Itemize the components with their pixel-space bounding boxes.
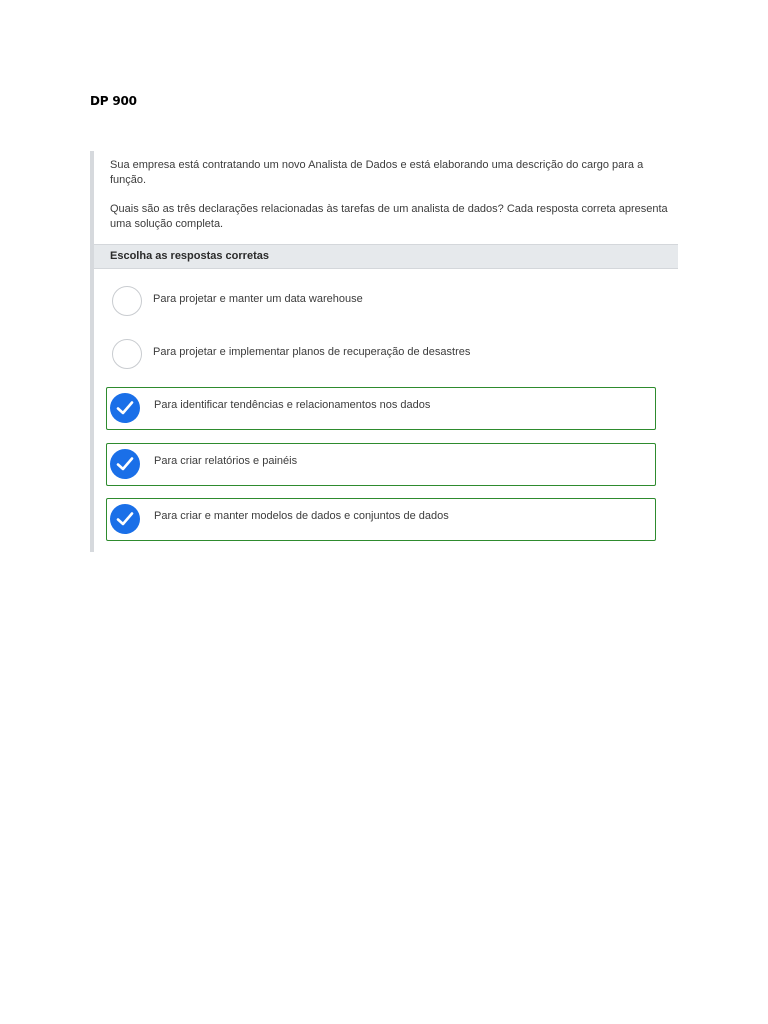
answer-option-1[interactable] — [106, 280, 656, 323]
checkmark-icon-glyph — [116, 511, 134, 527]
answer-option-4[interactable] — [106, 443, 656, 486]
answer-option-label: Para projetar e manter um data warehouse — [153, 293, 363, 305]
answer-option-label: Para identificar tendências e relacionamentos nos dados — [154, 399, 431, 411]
answer-option-label: Para projetar e implementar planos de recuperação de desastres — [153, 346, 471, 358]
document-title: DP 900 — [90, 94, 137, 108]
checkmark-icon[interactable] — [110, 449, 140, 479]
checkmark-icon-glyph — [116, 456, 134, 472]
answer-option-3[interactable] — [106, 387, 656, 430]
question-paragraph-2: Quais são as três declarações relacionadas às tarefas de um analista de dados? Cada resposta correta apresenta uma solução completa. — [110, 203, 668, 230]
empty-circle-icon[interactable] — [112, 286, 142, 316]
answer-option-2[interactable] — [106, 333, 656, 376]
checkmark-icon-glyph — [116, 400, 134, 416]
question-card — [90, 151, 678, 552]
answers-header — [94, 244, 678, 269]
answer-option-label: Para criar e manter modelos de dados e conjuntos de dados — [154, 510, 449, 522]
checkmark-icon[interactable] — [110, 504, 140, 534]
checkmark-icon[interactable] — [110, 393, 140, 423]
answer-option-5[interactable] — [106, 498, 656, 541]
question-paragraph-1: Sua empresa está contratando um novo Analista de Dados e está elaborando uma descrição do cargo para a função. — [110, 159, 644, 186]
answers-header-label: Escolha as respostas corretas — [110, 250, 269, 262]
empty-circle-icon[interactable] — [112, 339, 142, 369]
question-text — [110, 158, 670, 246]
answer-option-label: Para criar relatórios e painéis — [154, 455, 298, 467]
